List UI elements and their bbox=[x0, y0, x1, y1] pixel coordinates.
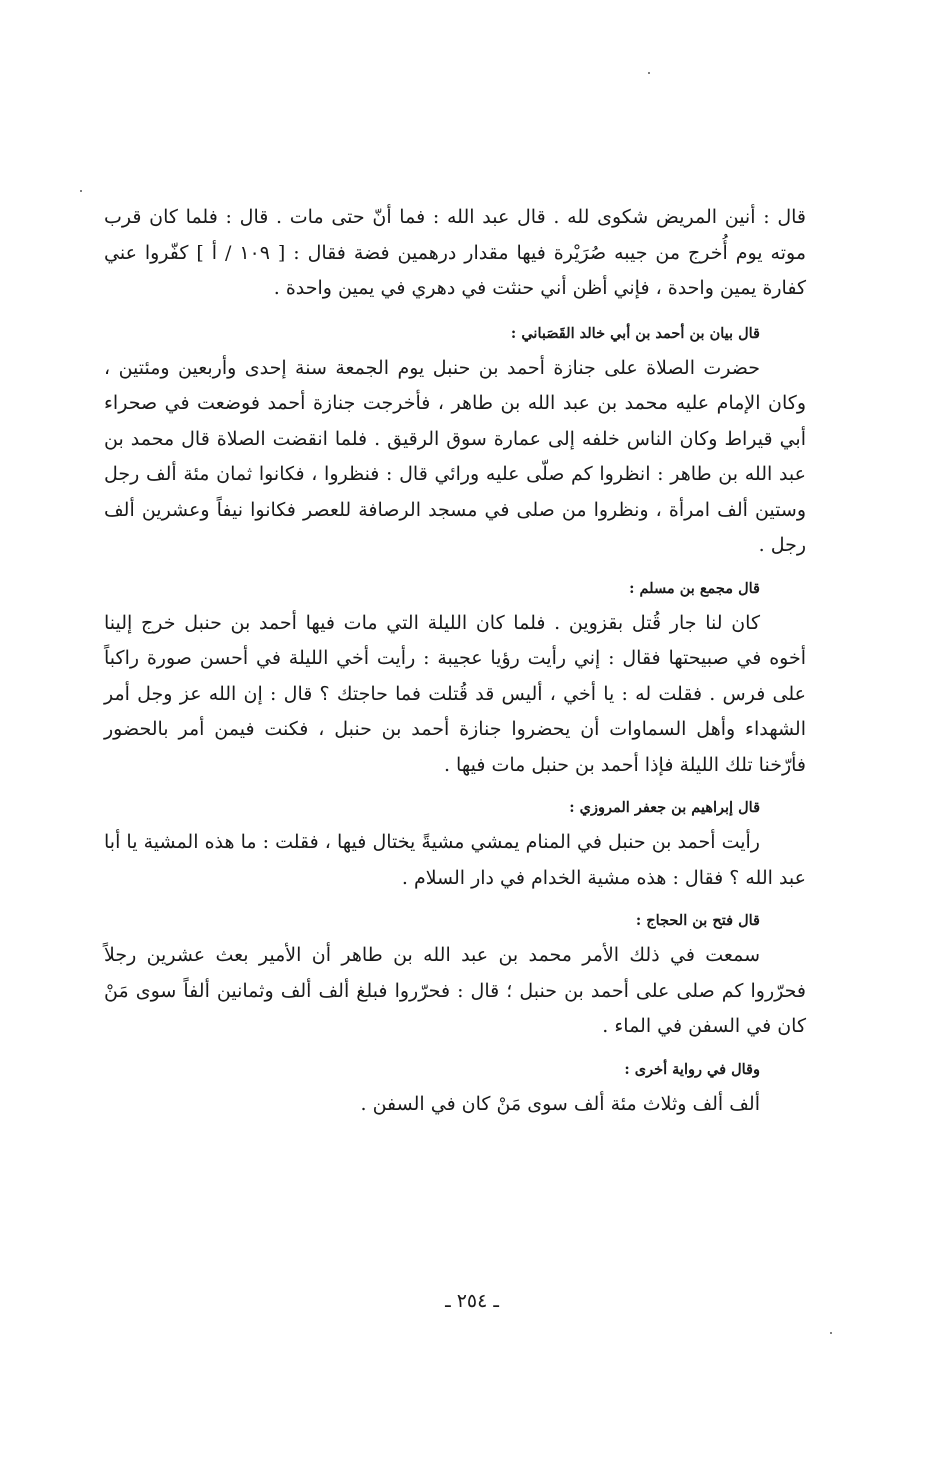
narrator-heading-bayan: قال بيان بن أحمد بن أبي خالد القَصَباني : bbox=[510, 324, 760, 342]
scan-speck bbox=[648, 72, 650, 74]
narrator-heading-mujammi: قال مجمع بن مسلم : bbox=[629, 579, 760, 597]
paragraph-ahmad-sickness: قال : أنين المريض شكوى لله . قال عبد الله : فما أنّ حتى مات . قال : فلما كان قرب موته يوم أُخرج من جيبه صُرَيْرة فيها مقدار درهمين فضة فقال : [ ١٠٩ / أ ] كفّروا عني كفارة يمين واحدة ، فإني أظن أني حنثت في دهري في يمين واحدة . bbox=[104, 206, 806, 299]
narrator-heading-ibrahim: قال إبراهيم بن جعفر المروزي : bbox=[569, 799, 760, 816]
paragraph-other-count: ألف ألف وثلاث مئة ألف سوى مَنْ كان في السفن . bbox=[360, 1092, 760, 1115]
paragraph-dream-walk: رأيت أحمد بن حنبل في المنام يمشي مشيةً يختال فيها ، فقلت : ما هذه المشية يا أبا عبد الله ؟ فقال : هذه مشية الخدام في دار السلام . bbox=[104, 831, 806, 889]
page-number: ـ ٢٥٤ ـ bbox=[445, 1290, 499, 1312]
scan-speck bbox=[830, 1332, 832, 1334]
narrator-heading-other-narration: وقال في رواية أخرى : bbox=[624, 1060, 760, 1078]
paragraph-count-mourners: سمعت في ذلك الأمر محمد بن عبد الله بن طاهر أن الأمير بعث عشرين رجلاً فحرّروا كم صلى على أحمد بن حنبل ؛ قال : فحرّروا فبلغ ألف ألف وثمانين ألفاً سوى مَنْ كان في السفن في الماء . bbox=[104, 944, 806, 1037]
paragraph-dream-martyr: كان لنا جار قُتل بقزوين . فلما كان الليلة التي مات فيها أحمد بن حنبل خرج إلينا أخوه في صبيحتها فقال : إني رأيت رؤيا عجيبة : رأيت أخي الليلة في أحسن صورة راكباً على فرس . فقلت له : يا أخي ، أليس قد قُتلت فما حاجتك ؟ قال : إن الله عز وجل أمر الشهداء وأهل السماوات أن يحضروا جنازة أحمد بن حنبل ، فكنت فيمن أمر بالحضور فأرّخنا تلك الليلة فإذا أحمد بن حنبل مات فيها . bbox=[104, 611, 806, 776]
narrator-heading-fath: قال فتح بن الحجاج : bbox=[635, 912, 760, 929]
scan-speck bbox=[80, 190, 82, 192]
paragraph-funeral-prayer: حضرت الصلاة على جنازة أحمد بن حنبل يوم الجمعة سنة إحدى وأربعين ومئتين ، وكان الإمام عليه محمد بن عبد الله بن طاهر ، فأخرجت جنازة أحمد فوضعت في صحراء أبي قيراط وكان الناس خلفه إلى عمارة سوق الرقيق . فلما انقضت الصلاة قال محمد بن عبد الله بن طاهر : انظروا كم صلّى عليه ورائي قال : فنظروا ، فكانوا ثمان مئة ألف رجل وستين ألف امرأة ، ونظروا من صلى في مسجد الرصافة للعصر فكانوا نيفاً وعشرين ألف رجل . bbox=[104, 356, 806, 556]
page-body bbox=[104, 200, 806, 1122]
